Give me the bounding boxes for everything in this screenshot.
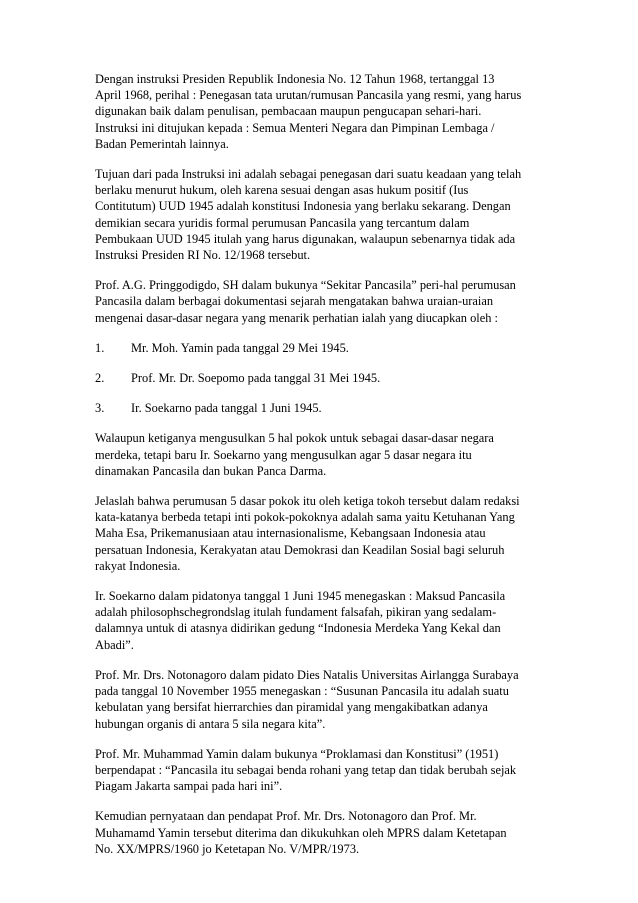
text-line: dalamnya untuk di atasnya didirikan gedung “Indonesia Merdeka Yang Kekal dan — [95, 621, 501, 636]
paragraph-perumusan-lima-dasar — [95, 493, 550, 574]
text-line: mengenai dasar-dasar negara yang menarik perhatian ialah yang diucapkan oleh : — [95, 310, 498, 325]
text-line: merdeka, tetapi baru Ir. Soekarno yang mengusulkan agar 5 dasar negara itu — [95, 447, 472, 462]
text-line: Prof. Mr. Drs. Notonagoro dalam pidato Dies Natalis Universitas Airlangga Surabaya — [95, 667, 519, 682]
text-line: April 1968, perihal : Penegasan tata urutan/rumusan Pancasila yang resmi, yang harus — [95, 88, 522, 103]
list-item-text: Prof. Mr. Dr. Soepomo pada tanggal 31 Mei 1945. — [131, 371, 381, 386]
text-line: kebulatan yang bersifat hierrarchies dan piramidal yang mengakibatkan adanya — [95, 700, 488, 715]
text-line: Kemudian pernyataan dan pendapat Prof. Mr. Drs. Notonagoro dan Prof. Mr. — [95, 809, 477, 824]
text-line: Badan Pemerintah lainnya. — [95, 136, 229, 151]
text-line: Contitutum) UUD 1945 adalah konstitusi Indonesia yang berlaku sekarang. Dengan — [95, 199, 511, 214]
text-line: Muhamamd Yamin tersebut diterima dan dikukuhkan oleh MPRS dalam Ketetapan — [95, 825, 507, 840]
list-number: 2. — [95, 371, 105, 386]
text-line: hubungan organis di antara 5 sila negara kita”. — [95, 716, 326, 731]
list-item-text: Ir. Soekarno pada tanggal 1 Juni 1945. — [131, 401, 322, 416]
text-line: Instruksi ini ditujukan kepada : Semua Menteri Negara dan Pimpinan Lembaga / — [95, 120, 495, 135]
text-line: Piagam Jakarta sampai pada hari ini”. — [95, 779, 283, 794]
text-line: kata-katanya berbeda tetapi inti pokok-pokoknya adalah sama yaitu Ketuhanan Yang — [95, 510, 515, 525]
paragraph-ketiganya — [95, 430, 550, 479]
paragraph-notonagoro — [95, 667, 550, 732]
paragraph-instruksi-presiden — [95, 71, 550, 152]
text-line: Pembukaan UUD 1945 itulah yang harus digunakan, walaupun sebenarnya tidak ada — [95, 231, 516, 246]
text-line: berlaku menurut hukum, oleh karena sesuai dengan asas hukum positif (Ius — [95, 183, 469, 198]
text-line: Prof. Mr. Muhammad Yamin dalam bukunya “Proklamasi dan Konstitusi” (1951) — [95, 746, 499, 761]
text-line: berpendapat : “Pancasila itu sebagai benda rohani yang tetap dan tidak berubah sejak — [95, 762, 517, 777]
list-number: 3. — [95, 401, 105, 416]
text-line: Jelaslah bahwa perumusan 5 dasar pokok itu oleh ketiga tokoh tersebut dalam redaksi — [95, 494, 520, 509]
text-line: Dengan instruksi Presiden Republik Indonesia No. 12 Tahun 1968, tertanggal 13 — [95, 72, 495, 86]
text-line: demikian secara yuridis formal perumusan Pancasila yang tercantum dalam — [95, 215, 470, 230]
list-item — [95, 400, 550, 416]
document-page — [95, 71, 550, 871]
list-item — [95, 340, 550, 356]
list-item-text: Mr. Moh. Yamin pada tanggal 29 Mei 1945. — [131, 340, 349, 355]
text-line: dinamakan Pancasila dan bukan Panca Darma. — [95, 463, 327, 478]
text-line: pada tanggal 10 November 1955 menegaskan : “Susunan Pancasila itu adalah suatu — [95, 684, 509, 699]
paragraph-pringgodigdo — [95, 277, 550, 326]
paragraph-tujuan-instruksi — [95, 166, 550, 263]
paragraph-muhammad-yamin — [95, 746, 550, 795]
text-line: Maha Esa, Prikemanusiaan atau internasionalisme, Kebangsaan Indonesia atau — [95, 526, 486, 541]
text-line: Tujuan dari pada Instruksi ini adalah sebagai penegasan dari suatu keadaan yang telah — [95, 167, 522, 182]
text-line: Pancasila dalam berbagai dokumentasi sejarah mengatakan bahwa uraian-uraian — [95, 294, 494, 309]
text-line: No. XX/MPRS/1960 jo Ketetapan No. V/MPR/1973. — [95, 841, 360, 856]
numbered-list — [95, 340, 550, 417]
text-line: Instruksi Presiden RI No. 12/1968 tersebut. — [95, 248, 311, 263]
text-line: Prof. A.G. Pringgodigdo, SH dalam bukunya “Sekitar Pancasila” peri-hal perumusan — [95, 278, 516, 293]
text-line: persatuan Indonesia, Kerakyatan atau Demokrasi dan Keadilan Sosial bagi seluruh — [95, 542, 505, 557]
text-line: adalah philosophschegrondslag itulah fundament falsafah, pikiran yang sedalam- — [95, 605, 497, 620]
text-line: Abadi”. — [95, 637, 134, 652]
text-line: rakyat Indonesia. — [95, 558, 181, 573]
list-item — [95, 370, 550, 386]
paragraph-ketetapan-mprs — [95, 808, 550, 857]
text-line: Ir. Soekarno dalam pidatonya tanggal 1 Juni 1945 menegaskan : Maksud Pancasila — [95, 589, 506, 604]
list-number: 1. — [95, 340, 105, 355]
paragraph-soekarno-pidato — [95, 588, 550, 653]
text-line: digunakan baik dalam penulisan, pembacaan maupun pengucapan sehari-hari. — [95, 104, 482, 119]
text-line: Walaupun ketiganya mengusulkan 5 hal pokok untuk sebagai dasar-dasar negara — [95, 431, 494, 446]
